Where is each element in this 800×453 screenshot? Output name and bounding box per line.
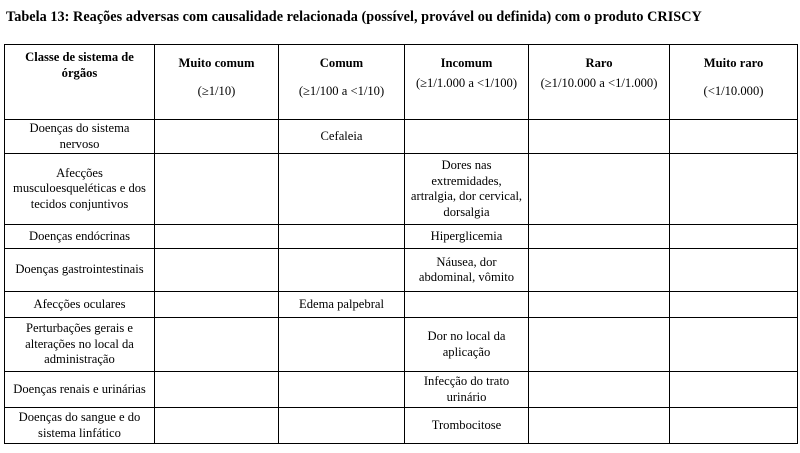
very-rare-cell — [670, 120, 798, 154]
table-row — [5, 408, 798, 444]
uncommon-cell: Infecção do trato urinário — [405, 372, 529, 408]
rare-cell — [529, 292, 670, 318]
very-rare-cell — [670, 225, 798, 249]
header-very-rare-range: (<1/10.000) — [703, 83, 764, 98]
very-rare-cell — [670, 318, 798, 372]
rare-cell — [529, 318, 670, 372]
very-common-cell — [155, 408, 279, 444]
header-very-rare-label: Muito raro — [703, 56, 764, 70]
uncommon-cell: Hiperglicemia — [405, 225, 529, 249]
table-row — [5, 318, 798, 372]
uncommon-cell — [405, 292, 529, 318]
very-common-cell — [155, 120, 279, 154]
header-organ-class — [5, 45, 155, 120]
header-very-common — [155, 45, 279, 120]
common-cell — [279, 249, 405, 292]
rare-cell — [529, 154, 670, 225]
rare-cell — [529, 249, 670, 292]
uncommon-cell: Dores nas extremidades, artralgia, dor cervical, dorsalgia — [405, 154, 529, 225]
uncommon-cell: Dor no local da aplicação — [405, 318, 529, 372]
organ-class-cell: Perturbações gerais e alterações no local da administração — [5, 318, 155, 372]
header-uncommon-range: (≥1/1.000 a <1/100) — [415, 75, 518, 90]
organ-class-cell: Doenças do sangue e do sistema linfático — [5, 408, 155, 444]
header-common — [279, 45, 405, 120]
very-common-cell — [155, 225, 279, 249]
very-rare-cell — [670, 154, 798, 225]
header-very-common-range: (≥1/10) — [197, 83, 236, 98]
organ-class-cell: Afecções musculoesqueléticas e dos tecidos conjuntivos — [5, 154, 155, 225]
header-organ-class-label: Classe de sistema de órgãos — [25, 50, 134, 80]
header-rare-range: (≥1/10.000 a <1/1.000) — [540, 75, 658, 90]
table-row — [5, 154, 798, 225]
organ-class-cell: Afecções oculares — [5, 292, 155, 318]
table-row — [5, 292, 798, 318]
table-row — [5, 372, 798, 408]
very-rare-cell — [670, 292, 798, 318]
uncommon-cell — [405, 120, 529, 154]
table-row — [5, 225, 798, 249]
header-uncommon — [405, 45, 529, 120]
rare-cell — [529, 120, 670, 154]
very-common-cell — [155, 249, 279, 292]
very-rare-cell — [670, 408, 798, 444]
table-row — [5, 120, 798, 154]
common-cell — [279, 318, 405, 372]
rare-cell — [529, 408, 670, 444]
rare-cell — [529, 225, 670, 249]
very-common-cell — [155, 318, 279, 372]
common-cell — [279, 225, 405, 249]
very-common-cell — [155, 372, 279, 408]
very-common-cell — [155, 154, 279, 225]
common-cell — [279, 372, 405, 408]
table-row — [5, 249, 798, 292]
uncommon-cell: Trombocitose — [405, 408, 529, 444]
header-rare-label: Raro — [585, 56, 613, 70]
header-very-rare — [670, 45, 798, 120]
header-common-range: (≥1/100 a <1/10) — [298, 83, 385, 98]
header-common-label: Comum — [319, 56, 364, 70]
header-row — [5, 45, 798, 120]
very-rare-cell — [670, 249, 798, 292]
common-cell — [279, 154, 405, 225]
adverse-reactions-table — [4, 44, 798, 444]
header-very-common-label: Muito comum — [178, 56, 255, 70]
common-cell: Cefaleia — [279, 120, 405, 154]
common-cell: Edema palpebral — [279, 292, 405, 318]
table-caption: Tabela 13: Reações adversas com causalidade relacionada (possível, provável ou definida) com o produto CRISCY — [6, 9, 702, 25]
header-rare — [529, 45, 670, 120]
uncommon-cell: Náusea, dor abdominal, vômito — [405, 249, 529, 292]
common-cell — [279, 408, 405, 444]
organ-class-cell: Doenças gastrointestinais — [5, 249, 155, 292]
very-common-cell — [155, 292, 279, 318]
organ-class-cell: Doenças do sistema nervoso — [5, 120, 155, 154]
rare-cell — [529, 372, 670, 408]
organ-class-cell: Doenças endócrinas — [5, 225, 155, 249]
organ-class-cell: Doenças renais e urinárias — [5, 372, 155, 408]
header-uncommon-label: Incomum — [440, 56, 493, 70]
very-rare-cell — [670, 372, 798, 408]
